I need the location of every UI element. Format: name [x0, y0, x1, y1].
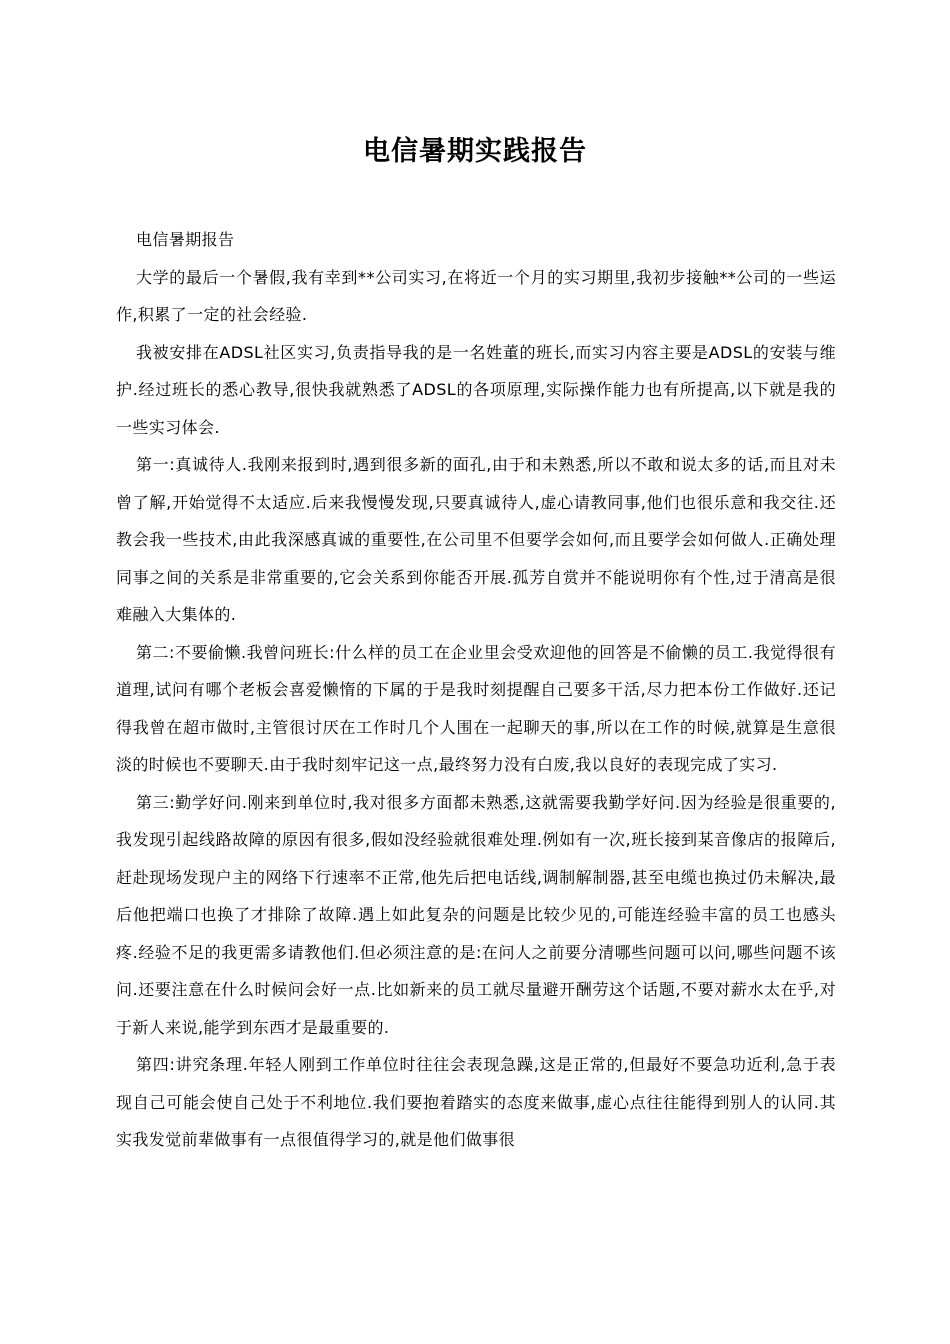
paragraph-point-2: 第二:不要偷懒.我曾问班长:什么样的员工在企业里会受欢迎他的回答是不偷懒的员工.我觉得很有道理,试问有哪个老板会喜爱懒惰的下属的于是我时刻提醒自己要多干活,尽力把本份工作做好.还记得我曾在超市做时,主管很讨厌在工作时几个人围在一起聊天的事,所以在工作的时候,就算是生意很淡的时候也不要聊天.由于我时刻牢记这一点,最终努力没有白废,我以良好的表现完成了实习.	[116, 642, 836, 774]
document-title: 电信暑期实践报告	[363, 136, 587, 167]
paragraph-point-4: 第四:讲究条理.年轻人刚到工作单位时往往会表现急躁,这是正常的,但最好不要急功近利,急于表现自己可能会使自己处于不利地位.我们要抱着踏实的态度来做事,虚心点往往能得到别人的认同.其实我发觉前辈做事有一点很值得学习的,就是他们做事很	[116, 1055, 836, 1149]
paragraph-subtitle: 电信暑期报告	[136, 230, 235, 249]
paragraph-point-1: 第一:真诚待人.我刚来报到时,遇到很多新的面孔,由于和未熟悉,所以不敢和说太多的话,而且对未曾了解,开始觉得不太适应.后来我慢慢发现,只要真诚待人,虚心请教同事,他们也很乐意和我交往.还教会我一些技术,由此我深感真诚的重要性,在公司里不但要学会如何,而且要学会如何做人.正确处理同事之间的关系是非常重要的,它会关系到你能否开展.孤芳自赏并不能说明你有个性,过于清高是很难融入大集体的.	[116, 455, 836, 624]
paragraph-assignment: 我被安排在ADSL社区实习,负责指导我的是一名姓董的班长,而实习内容主要是ADSL的安装与维护.经过班长的悉心教导,很快我就熟悉了ADSL的各项原理,实际操作能力也有所提高,以下就是我的一些实习体会.	[116, 342, 836, 437]
document-body	[116, 221, 836, 1159]
paragraph-intro: 大学的最后一个暑假,我有幸到**公司实习,在将近一个月的实习期里,我初步接触**公司的一些运作,积累了一定的社会经验.	[116, 267, 836, 324]
paragraph-point-3: 第三:勤学好问.刚来到单位时,我对很多方面都未熟悉,这就需要我勤学好问.因为经验是很重要的,我发现引起线路故障的原因有很多,假如没经验就很难处理.例如有一次,班长接到某音像店的报障后,赶赴现场发现户主的网络下行速率不正常,他先后把电话线,调制解制器,甚至电缆也换过仍未解决,最后他把端口也换了才排除了故障.遇上如此复杂的问题是比较少见的,可能连经验丰富的员工也感头疼.经验不足的我更需多请教他们.但必须注意的是:在问人之前要分清哪些问题可以问,哪些问题不该问.还要注意在什么时候问会好一点.比如新来的员工就尽量避开酬劳这个话题,不要对薪水太在乎,对于新人来说,能学到东西才是最重要的.	[116, 792, 836, 1037]
